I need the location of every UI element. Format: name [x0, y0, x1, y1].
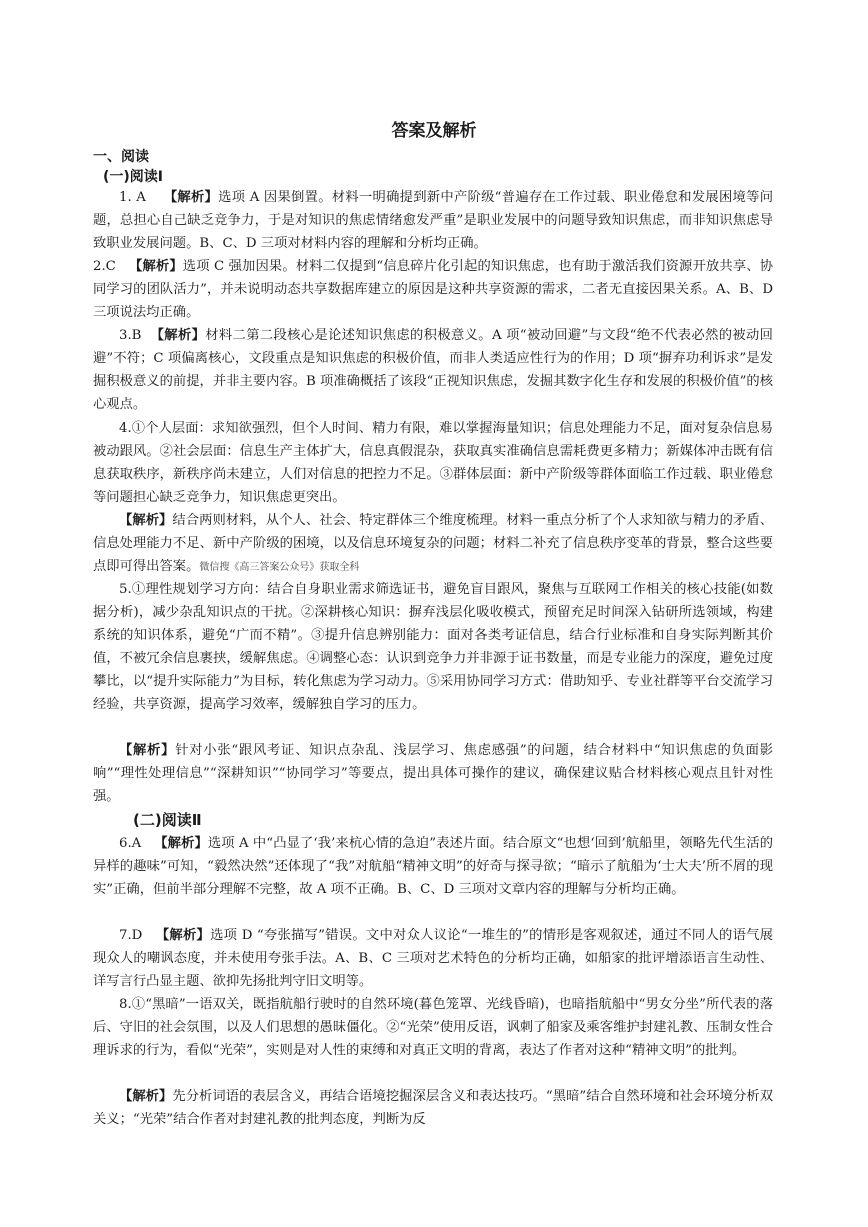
- q4-analysis-tag: 【解析】: [119, 513, 173, 528]
- analysis-q5: [93, 739, 773, 808]
- q1-number: 1. A: [119, 190, 146, 205]
- q4-number: 4.: [119, 421, 132, 436]
- q5-analysis-text: 针对小张“跟风考证、知识点杂乱、浅层学习、焦虑感强”的问题，结合材料中“知识焦虑的负面影响”“理性处理信息”“深耕知识”“协同学习”等要点，提出具体可操作的建议，确保建议贴合材料核心观点且针对性强。: [93, 743, 773, 804]
- analysis-q4: [93, 509, 773, 579]
- q5-number: 5.: [119, 582, 132, 597]
- analysis-q8: [93, 1085, 773, 1131]
- q4-watermark-note: 微信搜《高三答案公众号》获取全科: [199, 562, 360, 573]
- subsection-heading-reading-2: (二)阅读Ⅱ: [133, 811, 202, 829]
- q7-number: 7.D: [119, 928, 143, 943]
- q5-text: ①理性规划学习方向：结合自身职业需求筛选证书，避免盲目跟风，聚焦与互联网工作相关的核心技能(如数据分析)，减少杂乱知识点的干扰。②深耕核心知识：摒弃浅层化吸收模式，预留充足时间深入钻研所选领域，构建系统的知识体系，避免“广而不精”。③提升信息辨别能力：面对各类考证信息，结合行业标准和自身实际判断其价值，不被冗余信息裹挟，缓解焦虑。④调整心态：认识到竞争力并非源于证书数量，而是专业能力的深度，避免过度攀比，以“提升实际能力”为目标，转化焦虑为学习动力。⑤采用协同学习方式：借助知乎、专业社群等平台交流学习经验，共享资源，提高学习效率，缓解独自学习的压力。: [93, 582, 773, 712]
- q7-analysis-tag: 【解析】: [155, 928, 211, 943]
- q6-analysis-tag: 【解析】: [154, 836, 208, 851]
- answer-q8: [93, 993, 773, 1062]
- answer-q2: [93, 255, 773, 324]
- answer-q7: [93, 924, 773, 993]
- q8-analysis-tag: 【解析】: [119, 1089, 173, 1104]
- q2-number: 2.C: [93, 259, 116, 274]
- q8-text: ①“黑暗”一语双关，既指航船行驶时的自然环境(暮色笼罩、光线昏暗)，也暗指航船中“男女分坐”所代表的落后、守旧的社会氛围，以及人们思想的愚昧僵化。②“光荣”使用反语，讽刺了船家及乘客维护封建礼教、压制女性合理诉求的行为，看似“光荣”，实则是对人性的束缚和对真正文明的背离，表达了作者对这种“精神文明”的批判。: [93, 997, 773, 1058]
- subsection-heading-reading-1: (一)阅读Ⅰ: [103, 169, 164, 185]
- answer-q6: [93, 832, 773, 901]
- q3-text: 材料二第二段核心是论述知识焦虑的积极意义。A 项“被动回避”与文段“绝不代表必然的被动回避”不符；C 项偏离核心，文段重点是知识焦虑的积极价值，而非人类适应性行为的作用；D 项“摒弃功利诉求”是发掘积极意义的前提，并非主要内容。B 项准确概括了该段“正视知识焦虑，发掘其数字化生存和发展的积极价值”的核心观点。: [93, 328, 773, 412]
- q3-analysis-tag: 【解析】: [150, 328, 206, 343]
- q8-analysis-text: 先分析词语的表层含义，再结合语境挖掘深层含义和表达技巧。“黑暗”结合自然环境和社会环境分析双关义；“光荣”结合作者对封建礼教的批判态度，判断为反: [93, 1089, 773, 1127]
- q4-text: ①个人层面：求知欲强烈，但个人时间、精力有限，难以掌握海量知识；信息处理能力不足，面对复杂信息易被动跟风。②社会层面：信息生产主体扩大，信息真假混杂，获取真实准确信息需耗费更多精力；新媒体冲击既有信息获取秩序，新秩序尚未建立，人们对信息的把控力不足。③群体层面：新中产阶级等群体面临工作过载、职业倦怠等问题担心缺乏竞争力，知识焦虑更突出。: [93, 421, 773, 505]
- answer-q1: [93, 186, 773, 255]
- answer-q3: [93, 324, 773, 416]
- answer-q5: [93, 578, 773, 716]
- q5-analysis-tag: 【解析】: [119, 743, 176, 758]
- q3-number: 3.B: [119, 328, 142, 343]
- answer-q4: [93, 417, 773, 509]
- section-heading-reading: 一、阅读: [93, 149, 149, 165]
- q8-number: 8.: [119, 997, 132, 1012]
- q2-text: 选项 C 强加因果。材料二仅提到“信息碎片化引起的知识焦虑，也有助于激活我们资源开放共享、协同学习的团队活力”，并未说明动态共享数据库建立的原因是这种共享资源的需求，二者无直接因果关系。A、B、D 三项说法均正确。: [93, 259, 773, 320]
- q7-text: 选项 D “夸张描写”错误。文中对众人议论“一堆生的”的情形是客观叙述，通过不同人的语气展现众人的嘲讽态度，并未使用夸张手法。A、B、C 三项对艺术特色的分析均正确，如船家的批评增添语言生动性、详写言行凸显主题、欲抑先扬批判守旧文明等。: [93, 928, 774, 989]
- q6-text: 选项 A 中“凸显了‘我’来杭心情的急迫”表述片面。结合原文“也想‘回到’航船里，领略先代生活的异样的趣味”可知，“毅然决然”还体现了“我”对航船“精神文明”的好奇与探寻欲；“暗示了航船为‘士大夫’所不屑的现实”正确，但前半部分理解不完整，故 A 项不正确。B、C、D 三项对文章内容的理解与分析均正确。: [93, 836, 774, 897]
- q1-text: 选项 A 因果倒置。材料一明确提到新中产阶级“普遍存在工作过载、职业倦怠和发展困境等问题，总担心自己缺乏竞争力，于是对知识的焦虑情绪愈发严重”是职业发展中的问题导致知识焦虑，而非知识焦虑导致职业发展问题。B、C、D 三项对材料内容的理解和分析均正确。: [93, 190, 773, 251]
- q1-analysis-tag: 【解析】: [163, 190, 219, 205]
- page-title: 答案及解析: [391, 121, 477, 141]
- q4-analysis-text: 结合两则材料，从个人、社会、特定群体三个维度梳理。材料一重点分析了个人求知欲与精力的矛盾、信息处理能力不足、新中产阶级的困境，以及信息环境复杂的问题；材料二补充了信息秩序变革的背景，整合这些要点即可得出答案。: [93, 513, 774, 574]
- q6-number: 6.A: [119, 836, 142, 851]
- q2-analysis-tag: 【解析】: [129, 259, 183, 274]
